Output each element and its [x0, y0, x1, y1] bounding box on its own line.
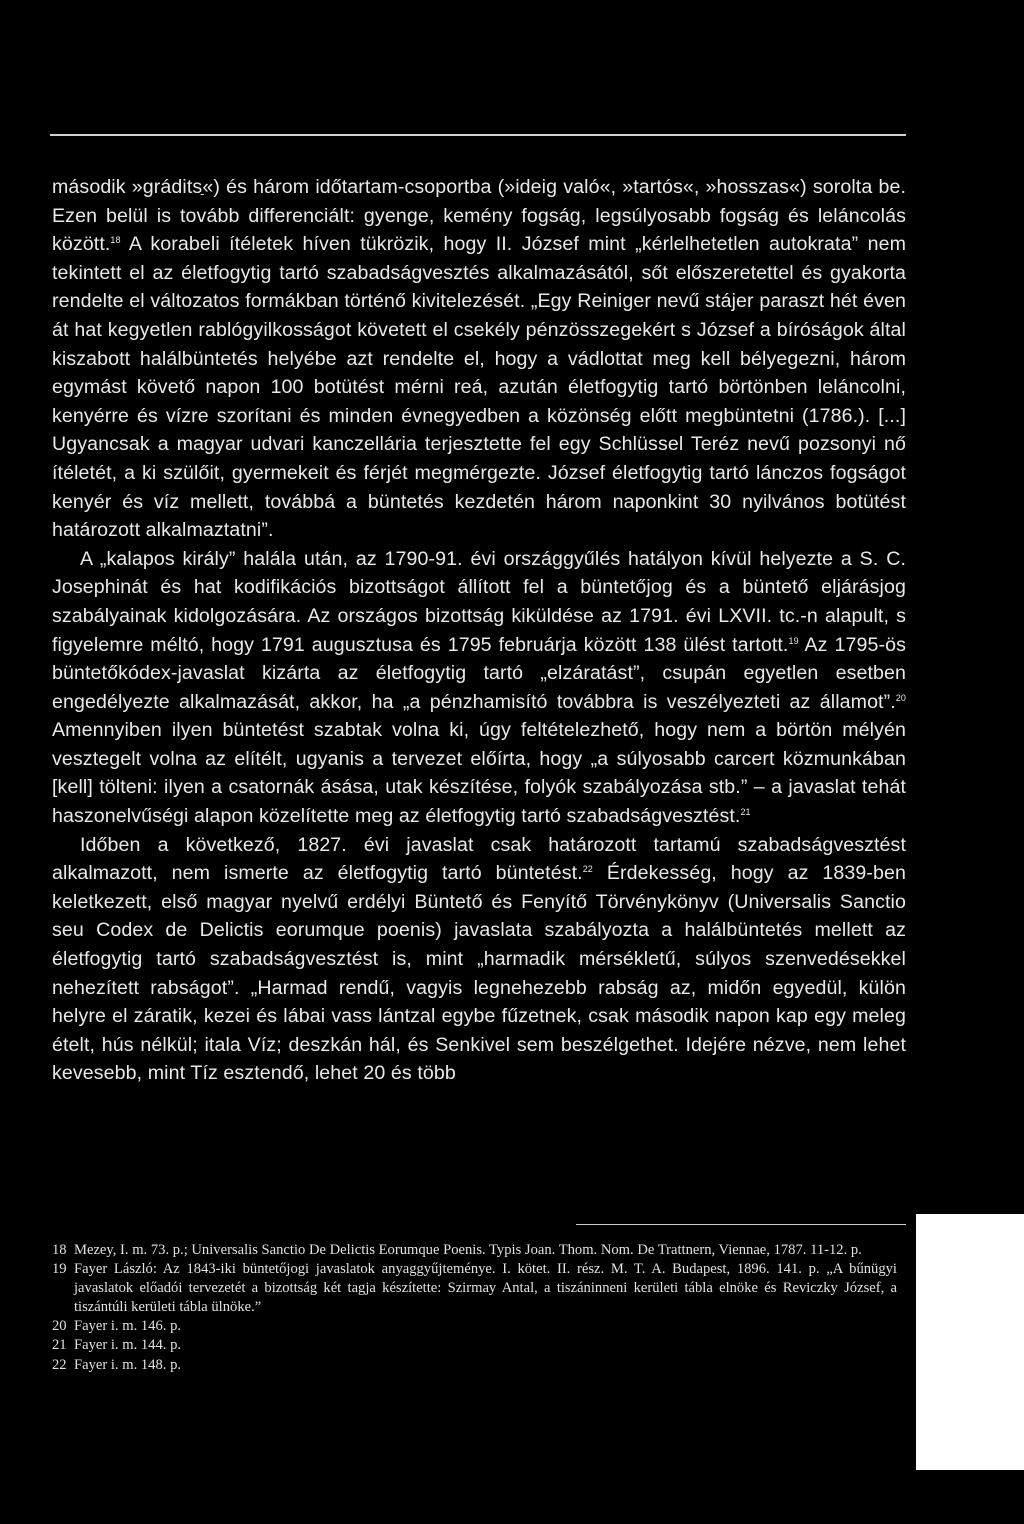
- paragraph-2-text-c: Amennyiben ilyen büntetést szabtak volna ki, úgy feltételezhető, hogy nem a börtön mélyén vesztegelt volna az elítélt, ugyanis a tervezet előírta, hogy „a súlyosabb carcert közmunkában [kell] tölteni: ilyen a csatornák ásása, utak készítése, folyók szabályozása stb.” – a javaslat tehát haszonelvűségi alapon közelítette meg az életfogytig tartó szabadságvesztést.: [52, 719, 906, 828]
- footnote-ref-21[interactable]: 21: [740, 807, 751, 818]
- footnote-19: [52, 1260, 897, 1317]
- footnote-number: 20: [52, 1318, 67, 1335]
- footnotes: [52, 1241, 897, 1375]
- paragraph-1: [52, 173, 906, 545]
- paragraph-2-text-a: A „kalapos király” halála után, az 1790-91. évi országgyűlés hatályon kívül helyezte a S. C. Josephinát és hat kodifikációs bizottságot állított fel a büntetőjog és a büntető eljárásjog szabályainak kidolgozására. Az országos bizottság kiküldése az 1791. évi LXVII. tc.-n alapult, s figyelemre méltó, hogy 1791 augusztusa és 1795 februárja között 138 ülést tartott.: [52, 547, 906, 656]
- footnote-18: [52, 1241, 897, 1260]
- paragraph-1-text-a: második »gráditsַ«) és három időtartam-csoportba (»ideig való«, »tartós«, »hosszas«) sorolta be. Ezen belül is tovább differenciált: gyenge, kemény fogság, legsúlyosabb fogság és leláncolás között.: [52, 176, 906, 256]
- footnote-22: [52, 1356, 897, 1375]
- body-text: [52, 173, 906, 1088]
- footnote-text: Mezey, I. m. 73. p.; Universalis Sanctio De Delictis Eorumque Poenis. Typis Joan. Thom. Nom. De Trattnern, Viennae, 1787. 11-12. p.: [74, 1242, 862, 1258]
- footnote-rule: [576, 1224, 906, 1225]
- paragraph-3-text-b: Érdekesség, hogy az 1839-ben keletkezett, első magyar nyelvű erdélyi Büntető és Fenyítő Törvénykönyv (Universalis Sanctio seu Codex de Delictis eorumque poenis) javaslata szabályozta a halálbüntetés mellett az életfogytig tartó szabadságvesztést is, mint „harmadik mérsékletű, súlyos szenvedésekkel nehezített rabságot”. „Harmad rendű, vagyis legnehezebb rabság az, midőn egyedül, külön helyre el záratik, kezei és lábai vass lántzal egybe fűzetnek, csak második napon kap egy meleg ételt, hús nélkül; itala Víz; deszkán hál, és Senkivel sem beszélgethet. Idejére nézve, nem lehet kevesebb, mint Tíz esztendő, lehet 20 és több: [52, 862, 907, 1085]
- paragraph-2: [52, 545, 906, 831]
- footnote-20: [52, 1317, 897, 1336]
- footnote-number: 22: [52, 1356, 67, 1373]
- footnote-ref-19[interactable]: 19: [788, 635, 799, 646]
- paragraph-1-text-b: A korabeli ítéletek híven tükrözik, hogy II. József mint „kérlelhetetlen autokrata” nem tekintett el az életfogytig tartó szabadságvesztés alkalmazásától, sőt előszeretettel és gyakorta rendelte el változatos formákban történő kivitelezését. „Egy Reiniger nevű stájer paraszt hét éven át hat kegyetlen rablógyilkosságot követett el csekély pénzösszegekért s József a bíróságok által kiszabott halálbüntetés helyébe azt rendelte el, hogy a vádlottat meg kell bélyegezni, három egymást követő napon 100 botütést mérni reá, azután életfogytig tartó börtönben leláncolni, kenyérre és vízre szorítani és minden évnegyedben a közönség előtt megbüntetni (1786.). [...] Ugyancsak a magyar udvari kanczellária terjesztette fel egy Schlüssel Teréz nevű pozsonyi nő ítéletét, a ki szülőit, gyermekeit és férjét megmérgezte. József életfogytig tartó lánczos fogságot kenyér és víz mellett, továbbá a büntetés kezdetén három naponkint 30 nyilvános botütést határozott alkalmaztatni”.: [52, 233, 906, 542]
- footnote-text: Fayer i. m. 144. p.: [74, 1337, 182, 1354]
- header-rule: [50, 134, 906, 136]
- paragraph-3-text-a: Időben a következő, 1827. évi javaslat csak határozott tartamú szabadságvesztést alkalmazott, nem ismerte az életfogytig tartó büntetést.: [52, 833, 906, 885]
- footnote-text: Fayer i. m. 148. p.: [74, 1356, 182, 1373]
- footnote-number: 19: [52, 1261, 67, 1278]
- footnote-ref-18[interactable]: 18: [110, 235, 121, 246]
- footnote-21: [52, 1336, 897, 1355]
- footnote-ref-20[interactable]: 20: [895, 692, 906, 703]
- footnote-number: 21: [52, 1337, 67, 1354]
- footnote-number: 18: [52, 1242, 67, 1258]
- footnote-text: Fayer László: Az 1843-iki büntetőjogi javaslatok anyaggyűjteménye. I. kötet. II. rész. M. T. A. Budapest, 1896. 141. p. „A bűnügyi javaslatok előadói tervezetét a bizottság két tagja készítette: Szirmay Antal, a tiszáninneni kerületi tábla elnöke és Reviczky József, a tiszántúli kerületi tábla ülnöke.”: [74, 1261, 897, 1316]
- scan-edge-strip: [916, 1214, 1024, 1470]
- paragraph-2-text-b: Az 1795-ös büntetőkódex-javaslat kizárta az életfogytig tartó „elzáratást”, csupán egyetlen esetben engedélyezte alkalmazását, akkor, ha „a pénzhamisító továbbra is veszélyezteti az államot”.: [52, 633, 906, 713]
- paragraph-3: [52, 831, 906, 1088]
- footnote-ref-22[interactable]: 22: [582, 864, 593, 875]
- footnote-text: Fayer i. m. 146. p.: [74, 1318, 182, 1335]
